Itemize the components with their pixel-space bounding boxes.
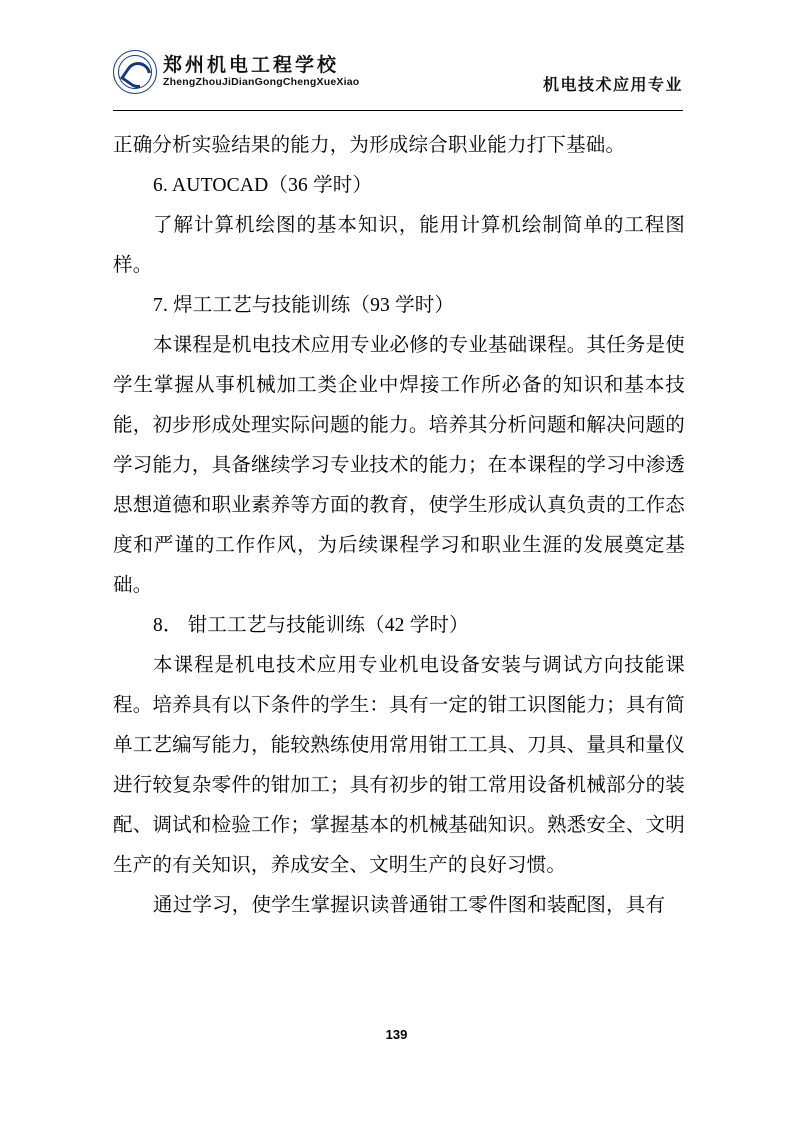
school-logo bbox=[113, 50, 359, 94]
paragraph: 本课程是机电技术应用专业机电设备安装与调试方向技能课程。培养具有以下条件的学生：具有一定的钳工识图能力；具有简单工艺编写能力，能较熟练使用常用钳工工具、刀具、量具和量仪进行较复杂零件的钳加工；具有初步的钳工常用设备机械部分的装配、调试和检验工作；掌握基本的机械基础知识。熟悉安全、文明生产的有关知识，养成安全、文明生产的良好习惯。 bbox=[113, 655, 685, 876]
page-header bbox=[113, 50, 683, 108]
paragraph: 正确分析实验结果的能力，为形成综合职业能力打下基础。 bbox=[113, 135, 626, 156]
document-body bbox=[113, 126, 685, 926]
school-name-pinyin: ZhengZhouJiDianGongChengXueXiao bbox=[163, 76, 360, 89]
paragraph: 6. AUTOCAD（36 学时） bbox=[153, 175, 373, 196]
school-name-block bbox=[163, 56, 359, 89]
school-name-cn: 郑州机电工程学校 bbox=[163, 54, 340, 76]
paragraph: 了解计算机绘图的基本知识，能用计算机绘制简单的工程图样。 bbox=[113, 215, 685, 276]
seal-swoosh-icon bbox=[120, 57, 156, 93]
header-major-title: 机电技术应用专业 bbox=[542, 77, 683, 94]
header-divider bbox=[113, 110, 683, 111]
paragraph: 本课程是机电技术应用专业必修的专业基础课程。其任务是使学生掌握从事机械加工类企业中焊接工作所必备的知识和基本技能，初步形成处理实际问题的能力。培养其分析问题和解决问题的学习能力，具备继续学习专业技术的能力；在本课程的学习中渗透思想道德和职业素养等方面的教育，使学生形成认真负责的工作态度和严谨的工作作风，为后续课程学习和职业生涯的发展奠定基础。 bbox=[113, 335, 685, 596]
paragraph: 通过学习，使学生掌握识读普通钳工零件图和装配图，具有 bbox=[153, 895, 666, 916]
paragraph: 7. 焊工工艺与技能训练（93 学时） bbox=[153, 295, 455, 316]
school-seal-icon bbox=[113, 50, 157, 94]
page-number: 139 bbox=[385, 1027, 408, 1042]
paragraph: 8． 钳工工艺与技能训练（42 学时） bbox=[153, 615, 469, 636]
